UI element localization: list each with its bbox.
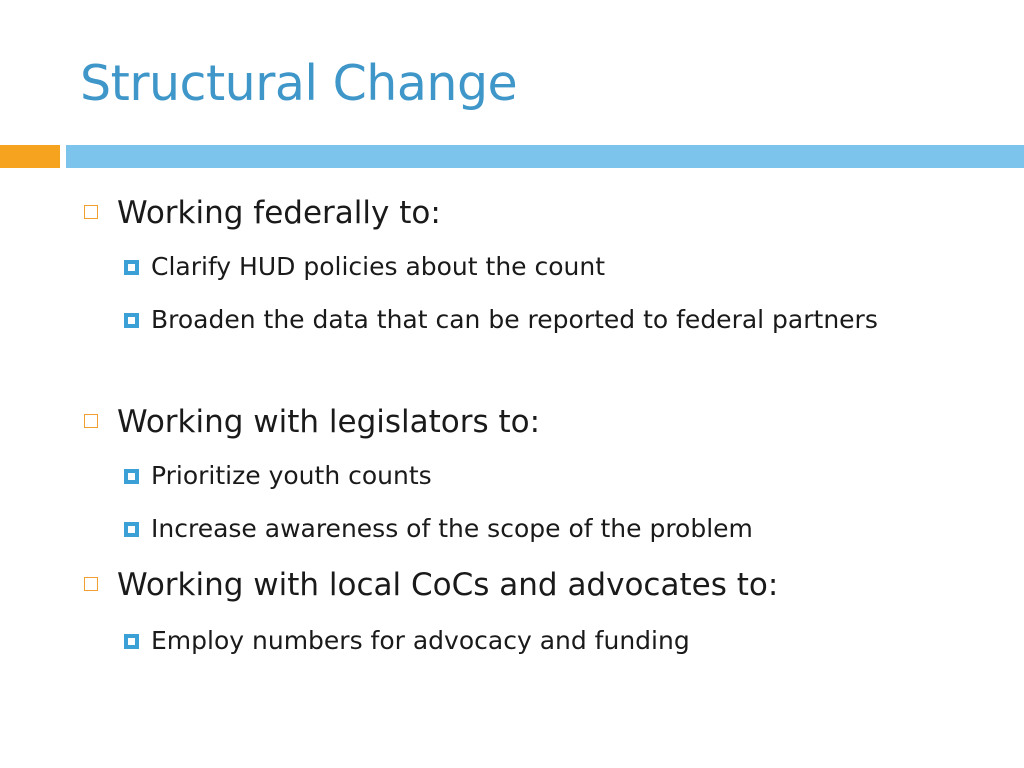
hollow-square-bullet-icon [84,414,98,428]
bullet-text: Increase awareness of the scope of the problem [151,514,753,543]
slide-title: Structural Change [80,55,518,112]
bullet-text: Working federally to: [117,195,441,231]
bullet-text: Working with local CoCs and advocates to: [117,567,779,603]
hollow-square-bullet-icon [84,577,98,591]
filled-square-bullet-icon [124,469,139,484]
filled-square-bullet-icon [124,260,139,275]
bullet-level2 [120,619,1000,663]
bullet-level2 [120,454,1000,498]
bullet-text: Working with legislators to: [117,404,541,440]
bullet-text: Employ numbers for advocacy and funding [151,626,690,655]
filled-square-bullet-icon [124,634,139,649]
filled-square-bullet-icon [124,522,139,537]
bullet-level2 [120,507,1000,551]
bullet-text: Broaden the data that can be reported to federal partners [151,305,878,334]
bullet-text: Prioritize youth counts [151,461,432,490]
bullet-level2 [120,298,1000,341]
bullet-level2 [120,245,1000,289]
bullet-text: Clarify HUD policies about the count [151,252,606,281]
hollow-square-bullet-icon [84,205,98,219]
filled-square-bullet-icon [124,313,139,328]
